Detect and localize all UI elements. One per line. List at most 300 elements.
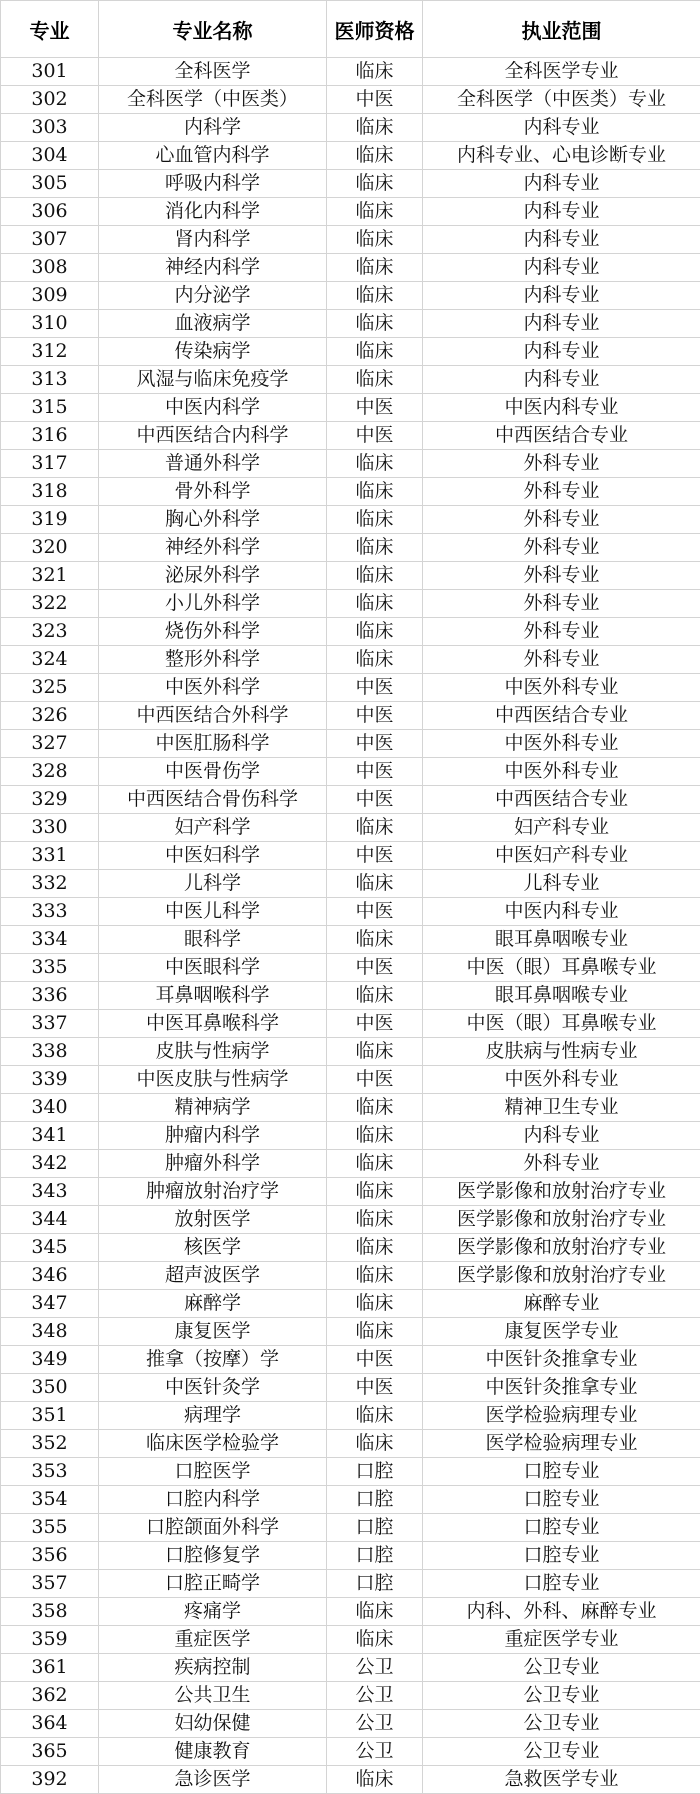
- cell-specialty-name: 传染病学: [99, 338, 327, 366]
- table-row: [1, 786, 700, 814]
- table-row: [1, 842, 700, 870]
- cell-practice-scope: 外科专业: [423, 1150, 700, 1178]
- cell-practice-scope: 口腔专业: [423, 1486, 700, 1514]
- cell-qualification: 中医: [327, 786, 423, 814]
- cell-qualification: 临床: [327, 562, 423, 590]
- table-row: [1, 954, 700, 982]
- cell-code: 344: [1, 1206, 99, 1234]
- cell-practice-scope: 外科专业: [423, 590, 700, 618]
- cell-specialty-name: 中医肛肠科学: [99, 730, 327, 758]
- cell-specialty-name: 眼科学: [99, 926, 327, 954]
- cell-specialty-name: 泌尿外科学: [99, 562, 327, 590]
- cell-code: 348: [1, 1318, 99, 1346]
- cell-specialty-name: 疾病控制: [99, 1654, 327, 1682]
- table-row: [1, 646, 700, 674]
- cell-qualification: 临床: [327, 1206, 423, 1234]
- table-row: [1, 1486, 700, 1514]
- cell-qualification: 临床: [327, 646, 423, 674]
- cell-qualification: 临床: [327, 1402, 423, 1430]
- cell-qualification: 临床: [327, 534, 423, 562]
- cell-qualification: 公卫: [327, 1710, 423, 1738]
- table-row: [1, 1542, 700, 1570]
- cell-qualification: 临床: [327, 254, 423, 282]
- cell-qualification: 临床: [327, 282, 423, 310]
- cell-practice-scope: 中医外科专业: [423, 730, 700, 758]
- cell-code: 312: [1, 338, 99, 366]
- cell-code: 319: [1, 506, 99, 534]
- cell-qualification: 临床: [327, 58, 423, 86]
- header-specialty-name: 专业名称: [99, 1, 327, 58]
- cell-code: 347: [1, 1290, 99, 1318]
- cell-practice-scope: 妇产科专业: [423, 814, 700, 842]
- cell-code: 334: [1, 926, 99, 954]
- table-row: [1, 114, 700, 142]
- cell-practice-scope: 中医外科专业: [423, 674, 700, 702]
- cell-qualification: 中医: [327, 86, 423, 114]
- table-row: [1, 814, 700, 842]
- cell-specialty-name: 肾内科学: [99, 226, 327, 254]
- cell-practice-scope: 中医外科专业: [423, 1066, 700, 1094]
- table-row: [1, 618, 700, 646]
- cell-practice-scope: 中医（眼）耳鼻喉专业: [423, 954, 700, 982]
- cell-practice-scope: 内科专业: [423, 282, 700, 310]
- cell-qualification: 临床: [327, 170, 423, 198]
- cell-qualification: 临床: [327, 1150, 423, 1178]
- cell-code: 335: [1, 954, 99, 982]
- cell-specialty-name: 儿科学: [99, 870, 327, 898]
- cell-practice-scope: 康复医学专业: [423, 1318, 700, 1346]
- table-row: [1, 506, 700, 534]
- header-row: [1, 1, 700, 58]
- cell-qualification: 公卫: [327, 1738, 423, 1766]
- cell-qualification: 临床: [327, 590, 423, 618]
- cell-specialty-name: 中医儿科学: [99, 898, 327, 926]
- cell-code: 302: [1, 86, 99, 114]
- cell-code: 350: [1, 1374, 99, 1402]
- header-physician-qualification: 医师资格: [327, 1, 423, 58]
- cell-practice-scope: 中医外科专业: [423, 758, 700, 786]
- cell-specialty-name: 骨外科学: [99, 478, 327, 506]
- table-row: [1, 310, 700, 338]
- table-row: [1, 338, 700, 366]
- cell-specialty-name: 胸心外科学: [99, 506, 327, 534]
- cell-code: 326: [1, 702, 99, 730]
- cell-specialty-name: 精神病学: [99, 1094, 327, 1122]
- cell-practice-scope: 内科、外科、麻醉专业: [423, 1598, 700, 1626]
- cell-specialty-name: 口腔颌面外科学: [99, 1514, 327, 1542]
- cell-code: 351: [1, 1402, 99, 1430]
- cell-code: 318: [1, 478, 99, 506]
- cell-qualification: 临床: [327, 142, 423, 170]
- cell-code: 309: [1, 282, 99, 310]
- cell-code: 324: [1, 646, 99, 674]
- cell-qualification: 临床: [327, 1234, 423, 1262]
- cell-qualification: 临床: [327, 1038, 423, 1066]
- cell-qualification: 临床: [327, 506, 423, 534]
- cell-code: 356: [1, 1542, 99, 1570]
- cell-specialty-name: 小儿外科学: [99, 590, 327, 618]
- cell-specialty-name: 中西医结合骨伤科学: [99, 786, 327, 814]
- table-row: [1, 58, 700, 86]
- cell-code: 308: [1, 254, 99, 282]
- cell-specialty-name: 口腔正畸学: [99, 1570, 327, 1598]
- cell-practice-scope: 儿科专业: [423, 870, 700, 898]
- cell-qualification: 中医: [327, 842, 423, 870]
- table-row: [1, 1374, 700, 1402]
- cell-code: 304: [1, 142, 99, 170]
- cell-qualification: 中医: [327, 954, 423, 982]
- cell-qualification: 中医: [327, 394, 423, 422]
- cell-code: 354: [1, 1486, 99, 1514]
- cell-code: 392: [1, 1766, 99, 1794]
- table-row: [1, 86, 700, 114]
- cell-qualification: 口腔: [327, 1458, 423, 1486]
- cell-qualification: 中医: [327, 674, 423, 702]
- cell-practice-scope: 内科专业: [423, 338, 700, 366]
- cell-specialty-name: 皮肤与性病学: [99, 1038, 327, 1066]
- table-row: [1, 1150, 700, 1178]
- cell-practice-scope: 内科专业、心电诊断专业: [423, 142, 700, 170]
- table-row: [1, 1430, 700, 1458]
- cell-specialty-name: 烧伤外科学: [99, 618, 327, 646]
- cell-qualification: 临床: [327, 198, 423, 226]
- cell-code: 313: [1, 366, 99, 394]
- cell-code: 336: [1, 982, 99, 1010]
- table-row: [1, 870, 700, 898]
- cell-specialty-name: 血液病学: [99, 310, 327, 338]
- cell-code: 328: [1, 758, 99, 786]
- cell-practice-scope: 医学影像和放射治疗专业: [423, 1178, 700, 1206]
- table-row: [1, 1178, 700, 1206]
- table-row: [1, 1738, 700, 1766]
- table-row: [1, 758, 700, 786]
- cell-qualification: 口腔: [327, 1570, 423, 1598]
- cell-qualification: 临床: [327, 310, 423, 338]
- cell-specialty-name: 中医外科学: [99, 674, 327, 702]
- cell-qualification: 口腔: [327, 1542, 423, 1570]
- cell-code: 342: [1, 1150, 99, 1178]
- cell-specialty-name: 中西医结合外科学: [99, 702, 327, 730]
- cell-practice-scope: 医学影像和放射治疗专业: [423, 1206, 700, 1234]
- cell-specialty-name: 公共卫生: [99, 1682, 327, 1710]
- cell-practice-scope: 医学检验病理专业: [423, 1402, 700, 1430]
- table-row: [1, 1458, 700, 1486]
- cell-practice-scope: 内科专业: [423, 310, 700, 338]
- cell-code: 330: [1, 814, 99, 842]
- cell-code: 320: [1, 534, 99, 562]
- table-row: [1, 394, 700, 422]
- cell-code: 317: [1, 450, 99, 478]
- table-body: [1, 58, 700, 1794]
- cell-practice-scope: 中西医结合专业: [423, 422, 700, 450]
- cell-code: 306: [1, 198, 99, 226]
- table-row: [1, 1626, 700, 1654]
- cell-qualification: 口腔: [327, 1514, 423, 1542]
- cell-specialty-name: 康复医学: [99, 1318, 327, 1346]
- cell-practice-scope: 外科专业: [423, 478, 700, 506]
- header-code: 专业: [1, 1, 99, 58]
- table-row: [1, 1290, 700, 1318]
- cell-specialty-name: 呼吸内科学: [99, 170, 327, 198]
- cell-practice-scope: 皮肤病与性病专业: [423, 1038, 700, 1066]
- cell-practice-scope: 急救医学专业: [423, 1766, 700, 1794]
- cell-specialty-name: 麻醉学: [99, 1290, 327, 1318]
- cell-code: 341: [1, 1122, 99, 1150]
- table-row: [1, 1122, 700, 1150]
- table-row: [1, 1234, 700, 1262]
- cell-practice-scope: 中医（眼）耳鼻喉专业: [423, 1010, 700, 1038]
- cell-code: 327: [1, 730, 99, 758]
- cell-code: 333: [1, 898, 99, 926]
- cell-specialty-name: 推拿（按摩）学: [99, 1346, 327, 1374]
- cell-specialty-name: 肿瘤内科学: [99, 1122, 327, 1150]
- cell-qualification: 中医: [327, 758, 423, 786]
- cell-specialty-name: 神经外科学: [99, 534, 327, 562]
- cell-specialty-name: 妇产科学: [99, 814, 327, 842]
- cell-specialty-name: 中医耳鼻喉科学: [99, 1010, 327, 1038]
- cell-code: 331: [1, 842, 99, 870]
- cell-specialty-name: 心血管内科学: [99, 142, 327, 170]
- table-row: [1, 730, 700, 758]
- cell-qualification: 公卫: [327, 1682, 423, 1710]
- table-row: [1, 926, 700, 954]
- cell-practice-scope: 内科专业: [423, 198, 700, 226]
- table-header: [1, 1, 700, 58]
- cell-code: 343: [1, 1178, 99, 1206]
- cell-practice-scope: 外科专业: [423, 450, 700, 478]
- cell-practice-scope: 外科专业: [423, 506, 700, 534]
- cell-specialty-name: 风湿与临床免疫学: [99, 366, 327, 394]
- cell-practice-scope: 公卫专业: [423, 1710, 700, 1738]
- cell-practice-scope: 内科专业: [423, 114, 700, 142]
- cell-code: 362: [1, 1682, 99, 1710]
- table-row: [1, 1402, 700, 1430]
- table-row: [1, 226, 700, 254]
- table-row: [1, 1682, 700, 1710]
- table-row: [1, 1766, 700, 1794]
- cell-practice-scope: 精神卫生专业: [423, 1094, 700, 1122]
- cell-qualification: 中医: [327, 1066, 423, 1094]
- cell-specialty-name: 口腔修复学: [99, 1542, 327, 1570]
- cell-code: 305: [1, 170, 99, 198]
- cell-code: 332: [1, 870, 99, 898]
- cell-specialty-name: 内分泌学: [99, 282, 327, 310]
- cell-specialty-name: 口腔医学: [99, 1458, 327, 1486]
- cell-qualification: 临床: [327, 1262, 423, 1290]
- cell-practice-scope: 中西医结合专业: [423, 786, 700, 814]
- cell-qualification: 中医: [327, 1374, 423, 1402]
- cell-code: 355: [1, 1514, 99, 1542]
- cell-code: 352: [1, 1430, 99, 1458]
- cell-code: 301: [1, 58, 99, 86]
- cell-qualification: 公卫: [327, 1654, 423, 1682]
- cell-practice-scope: 内科专业: [423, 1122, 700, 1150]
- table-row: [1, 170, 700, 198]
- table-row: [1, 450, 700, 478]
- cell-code: 364: [1, 1710, 99, 1738]
- cell-practice-scope: 外科专业: [423, 618, 700, 646]
- cell-practice-scope: 外科专业: [423, 646, 700, 674]
- cell-specialty-name: 病理学: [99, 1402, 327, 1430]
- table-row: [1, 366, 700, 394]
- cell-specialty-name: 口腔内科学: [99, 1486, 327, 1514]
- cell-qualification: 中医: [327, 702, 423, 730]
- table-row: [1, 422, 700, 450]
- cell-practice-scope: 医学影像和放射治疗专业: [423, 1262, 700, 1290]
- table-row: [1, 198, 700, 226]
- cell-specialty-name: 全科医学（中医类）: [99, 86, 327, 114]
- cell-code: 345: [1, 1234, 99, 1262]
- cell-specialty-name: 中医内科学: [99, 394, 327, 422]
- table-row: [1, 1038, 700, 1066]
- cell-code: 340: [1, 1094, 99, 1122]
- cell-practice-scope: 中医针灸推拿专业: [423, 1346, 700, 1374]
- cell-qualification: 中医: [327, 898, 423, 926]
- cell-specialty-name: 重症医学: [99, 1626, 327, 1654]
- cell-specialty-name: 肿瘤外科学: [99, 1150, 327, 1178]
- cell-practice-scope: 内科专业: [423, 226, 700, 254]
- table-row: [1, 1346, 700, 1374]
- cell-practice-scope: 全科医学专业: [423, 58, 700, 86]
- cell-code: 323: [1, 618, 99, 646]
- cell-qualification: 临床: [327, 1766, 423, 1794]
- cell-specialty-name: 消化内科学: [99, 198, 327, 226]
- table-row: [1, 1570, 700, 1598]
- cell-qualification: 临床: [327, 926, 423, 954]
- cell-specialty-name: 肿瘤放射治疗学: [99, 1178, 327, 1206]
- table-row: [1, 1514, 700, 1542]
- cell-qualification: 临床: [327, 870, 423, 898]
- cell-code: 303: [1, 114, 99, 142]
- table-row: [1, 1010, 700, 1038]
- cell-specialty-name: 耳鼻咽喉科学: [99, 982, 327, 1010]
- cell-practice-scope: 麻醉专业: [423, 1290, 700, 1318]
- cell-practice-scope: 口腔专业: [423, 1514, 700, 1542]
- cell-specialty-name: 急诊医学: [99, 1766, 327, 1794]
- cell-practice-scope: 中医内科专业: [423, 898, 700, 926]
- cell-qualification: 临床: [327, 982, 423, 1010]
- cell-practice-scope: 内科专业: [423, 254, 700, 282]
- cell-specialty-name: 疼痛学: [99, 1598, 327, 1626]
- table-row: [1, 1206, 700, 1234]
- cell-code: 359: [1, 1626, 99, 1654]
- cell-code: 307: [1, 226, 99, 254]
- cell-code: 338: [1, 1038, 99, 1066]
- cell-code: 337: [1, 1010, 99, 1038]
- cell-qualification: 中医: [327, 730, 423, 758]
- table-row: [1, 1318, 700, 1346]
- table-row: [1, 282, 700, 310]
- table-row: [1, 982, 700, 1010]
- cell-practice-scope: 口腔专业: [423, 1570, 700, 1598]
- table-row: [1, 1654, 700, 1682]
- cell-practice-scope: 口腔专业: [423, 1458, 700, 1486]
- cell-code: 310: [1, 310, 99, 338]
- cell-qualification: 临床: [327, 1318, 423, 1346]
- cell-qualification: 临床: [327, 814, 423, 842]
- cell-specialty-name: 放射医学: [99, 1206, 327, 1234]
- cell-specialty-name: 普通外科学: [99, 450, 327, 478]
- cell-qualification: 临床: [327, 1430, 423, 1458]
- cell-code: 357: [1, 1570, 99, 1598]
- cell-practice-scope: 医学检验病理专业: [423, 1430, 700, 1458]
- cell-code: 321: [1, 562, 99, 590]
- cell-code: 365: [1, 1738, 99, 1766]
- table-row: [1, 478, 700, 506]
- cell-qualification: 临床: [327, 618, 423, 646]
- cell-qualification: 临床: [327, 478, 423, 506]
- cell-specialty-name: 内科学: [99, 114, 327, 142]
- cell-code: 349: [1, 1346, 99, 1374]
- cell-qualification: 中医: [327, 1010, 423, 1038]
- cell-specialty-name: 核医学: [99, 1234, 327, 1262]
- cell-code: 325: [1, 674, 99, 702]
- table-row: [1, 590, 700, 618]
- cell-specialty-name: 神经内科学: [99, 254, 327, 282]
- cell-practice-scope: 中医针灸推拿专业: [423, 1374, 700, 1402]
- table-row: [1, 254, 700, 282]
- table-row: [1, 142, 700, 170]
- cell-code: 346: [1, 1262, 99, 1290]
- cell-code: 358: [1, 1598, 99, 1626]
- table-row: [1, 1262, 700, 1290]
- cell-specialty-name: 健康教育: [99, 1738, 327, 1766]
- cell-specialty-name: 中医妇科学: [99, 842, 327, 870]
- table-row: [1, 1066, 700, 1094]
- cell-practice-scope: 外科专业: [423, 534, 700, 562]
- table-row: [1, 534, 700, 562]
- cell-code: 322: [1, 590, 99, 618]
- cell-practice-scope: 中医内科专业: [423, 394, 700, 422]
- cell-qualification: 临床: [327, 1598, 423, 1626]
- cell-qualification: 临床: [327, 366, 423, 394]
- cell-practice-scope: 重症医学专业: [423, 1626, 700, 1654]
- cell-practice-scope: 全科医学（中医类）专业: [423, 86, 700, 114]
- cell-qualification: 临床: [327, 450, 423, 478]
- cell-code: 315: [1, 394, 99, 422]
- table-row: [1, 1598, 700, 1626]
- cell-practice-scope: 公卫专业: [423, 1738, 700, 1766]
- table-row: [1, 898, 700, 926]
- cell-practice-scope: 公卫专业: [423, 1654, 700, 1682]
- cell-practice-scope: 外科专业: [423, 562, 700, 590]
- cell-practice-scope: 眼耳鼻咽喉专业: [423, 982, 700, 1010]
- header-practice-scope: 执业范围: [423, 1, 700, 58]
- cell-code: 329: [1, 786, 99, 814]
- cell-specialty-name: 妇幼保健: [99, 1710, 327, 1738]
- cell-qualification: 临床: [327, 114, 423, 142]
- cell-code: 316: [1, 422, 99, 450]
- cell-practice-scope: 内科专业: [423, 366, 700, 394]
- cell-practice-scope: 医学影像和放射治疗专业: [423, 1234, 700, 1262]
- cell-practice-scope: 中西医结合专业: [423, 702, 700, 730]
- table-row: [1, 562, 700, 590]
- cell-practice-scope: 口腔专业: [423, 1542, 700, 1570]
- cell-specialty-name: 临床医学检验学: [99, 1430, 327, 1458]
- cell-qualification: 临床: [327, 1178, 423, 1206]
- cell-specialty-name: 中医骨伤学: [99, 758, 327, 786]
- cell-code: 361: [1, 1654, 99, 1682]
- cell-practice-scope: 公卫专业: [423, 1682, 700, 1710]
- cell-specialty-name: 整形外科学: [99, 646, 327, 674]
- table-row: [1, 702, 700, 730]
- cell-specialty-name: 中医眼科学: [99, 954, 327, 982]
- cell-specialty-name: 中医针灸学: [99, 1374, 327, 1402]
- table-row: [1, 1710, 700, 1738]
- cell-practice-scope: 中医妇产科专业: [423, 842, 700, 870]
- cell-qualification: 临床: [327, 1626, 423, 1654]
- cell-qualification: 中医: [327, 422, 423, 450]
